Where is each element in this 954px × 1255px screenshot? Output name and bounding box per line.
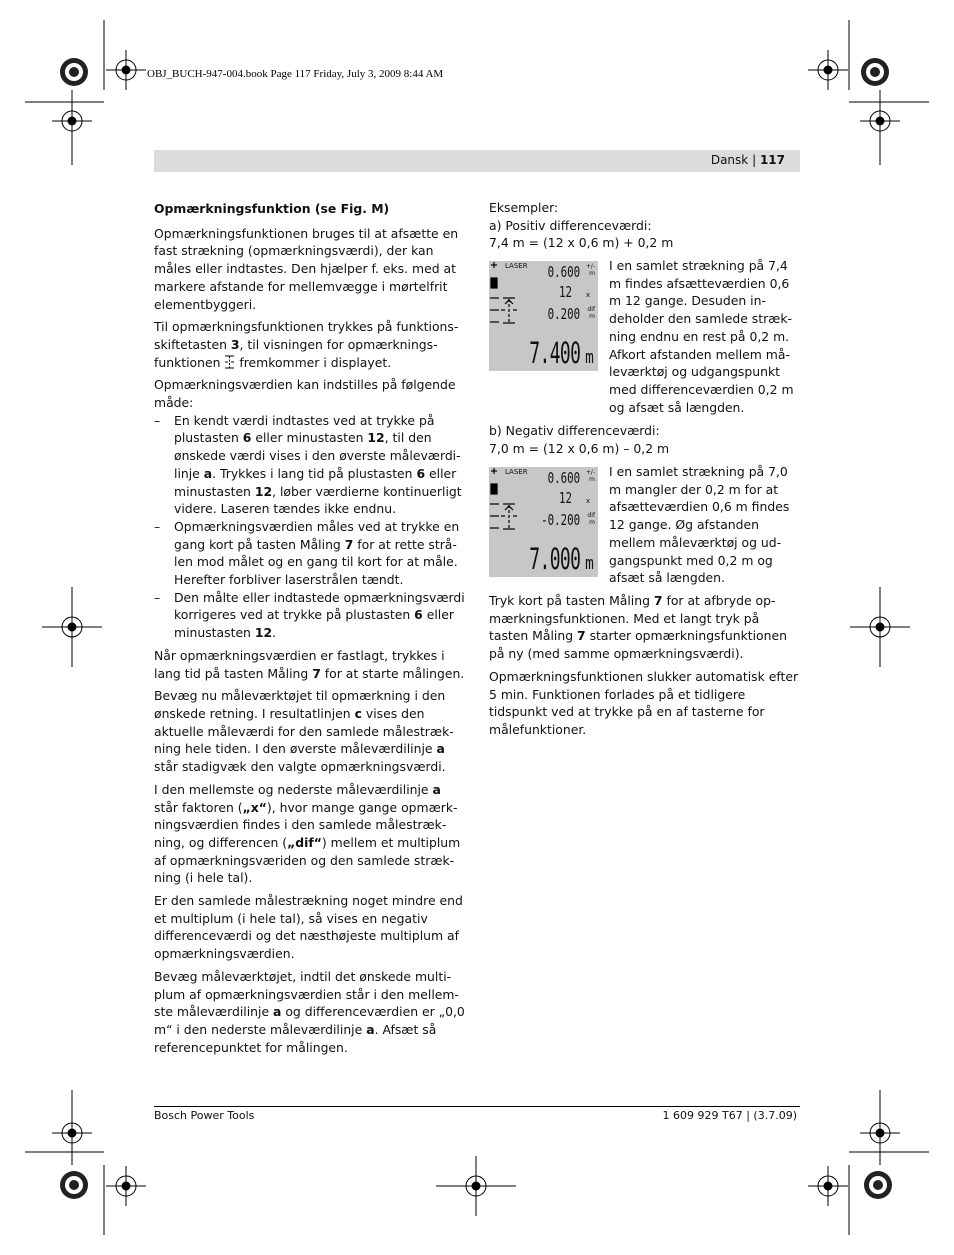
paragraph-negative: Er den samlede målestrækning noget mindre end et multiplum (i hele tal), så vises en negativ differenceværdi og det næsthøjeste multiplum af opmærkningsværdien. bbox=[154, 893, 463, 962]
paragraph-stop: Tryk kort på tasten Måling 7 for at afbryde opmærkningsfunktionen. Med et langt tryk på tasten Måling 7 starter opmærkningsfunktionen på ny (med samme opmærkningsværdi). bbox=[489, 593, 787, 662]
display-result: 7.000 bbox=[528, 542, 580, 576]
list-item: – En kendt værdi indtastes ved at trykke på plustasten 6 eller minustasten 12, til den ønskede værdi vises i den øverste måleværdilinje a. Trykkes i lang tid på plustasten 6 eller minustasten 12, løber værdierne kontinuerligt videre. Laseren tændes ikke endnu. bbox=[154, 412, 462, 517]
display-line-3: -0.200 bbox=[540, 511, 580, 529]
paragraph-setting: Opmærkningsværdien kan indstilles på følgende måde: bbox=[154, 377, 456, 411]
registration-mark-crosshair-icon bbox=[808, 1166, 848, 1206]
laser-label: LASER bbox=[505, 262, 528, 270]
x-label: x bbox=[585, 497, 590, 505]
paragraph-factor: I den mellemste og nederste måleværdilinje a står faktoren („x“), hvor mange gange opmærkningsværdien findes i den samlede målestrækning, og differencen („dif“) mellem et multiplum af opmærkningsværiden og den samlede strækning (i hele tal). bbox=[154, 781, 461, 886]
dif-label: dif bbox=[587, 306, 595, 313]
footer-brand: Bosch Power Tools bbox=[154, 1109, 255, 1122]
x-label: x bbox=[585, 291, 590, 299]
m-unit: m bbox=[589, 476, 595, 483]
display-b bbox=[489, 467, 598, 577]
header-separator: | bbox=[752, 153, 757, 167]
display-a bbox=[489, 261, 598, 371]
examples-label: Eksempler: bbox=[489, 200, 559, 215]
pm-label: +/- bbox=[585, 469, 595, 476]
registration-mark-crosshair-icon bbox=[42, 587, 102, 667]
registration-star-target-icon bbox=[861, 58, 889, 86]
display-line-1: 0.600 bbox=[547, 469, 580, 487]
registration-star-target-icon bbox=[60, 58, 88, 86]
registration-mark-crosshair-icon bbox=[106, 50, 146, 90]
paragraph-auto-off: Opmærkningsfunktionen slukker automatisk efter 5 min. Funktionen forlades på et tidligere tidspunkt ved at trykke på en af tasterne for målefunktioner. bbox=[489, 668, 799, 737]
left-column bbox=[154, 200, 466, 1061]
display-status-icons bbox=[489, 467, 519, 577]
m-unit: m bbox=[589, 519, 595, 526]
footer-doc-number: 1 609 929 T67 | (3.7.09) bbox=[662, 1109, 797, 1122]
display-line-1: 0.600 bbox=[547, 263, 580, 281]
m-unit: m bbox=[589, 270, 595, 277]
marking-function-icon bbox=[224, 355, 235, 369]
paragraph-reference: Bevæg måleværktøjet, indtil det ønskede multiplum af opmærkningsværdien står i den mellemste måleværdilinje a og differenceværdien er „0,0 m“ i den nederste måleværdilinje a. Afsæt så referencepunktet for målingen. bbox=[154, 968, 465, 1055]
paragraph-activation: Til opmærkningsfunktionen trykkes på funktionsskiftetasten 3, til visningen for opmærkningsfunktionen fremkommer i displayet. bbox=[154, 319, 459, 370]
paragraph-intro: Opmærkningsfunktionen bruges til at afsætte en fast strækning (opmærkningsværdi), der kan måles eller indtastes. Den hjælper f. eks. med at markere afstande for mellemvægge i mørtelfrit elementbyggeri. bbox=[154, 225, 459, 312]
paragraph-start: Når opmærkningsværdien er fastlagt, trykkes i lang tid på tasten Måling 7 for at starte målingen. bbox=[154, 647, 465, 681]
registration-mark-crosshair-icon bbox=[52, 101, 92, 141]
right-column-header bbox=[489, 199, 801, 252]
m-unit: m bbox=[589, 313, 595, 320]
right-column-footer-text bbox=[489, 592, 801, 744]
example-b-formula: 7,0 m = (12 x 0,6 m) – 0,2 m bbox=[489, 440, 670, 456]
list-item: – Opmærkningsværdien måles ved at trykke en gang kort på tasten Måling 7 for at rette strålen mod målet og en gang til kort for at måle. Herefter forbliver laserstrålen tændt. bbox=[154, 518, 460, 588]
registration-mark-crosshair-icon bbox=[860, 1113, 900, 1153]
page-header bbox=[711, 153, 785, 167]
example-b-header bbox=[489, 422, 801, 457]
registration-mark-crosshair-icon bbox=[52, 1113, 92, 1153]
paragraph-move: Bevæg nu måleværktøjet til opmærkning i den ønskede retning. I resultatlinjen c vises den aktuelle måleværdi for den samlede målestrækning hele tiden. I den øverste måleværdilinje a står stadigvæk den valgte opmærkningsværdi. bbox=[154, 688, 454, 775]
pm-label: +/- bbox=[585, 263, 595, 270]
dif-label: dif bbox=[587, 512, 595, 519]
registration-star-target-icon bbox=[864, 1171, 892, 1199]
display-line-2: 12 bbox=[558, 489, 572, 507]
file-info-line: OBJ_BUCH-947-004.book Page 117 Friday, July 3, 2009 8:44 AM bbox=[147, 68, 444, 80]
registration-mark-crosshair-icon bbox=[808, 50, 848, 90]
display-status-icons bbox=[489, 261, 519, 371]
header-language: Dansk bbox=[710, 153, 749, 167]
registration-mark-crosshair-icon bbox=[106, 1166, 146, 1206]
registration-mark-crosshair-icon bbox=[436, 1156, 516, 1216]
example-a-title: a) Positiv differenceværdi: bbox=[489, 217, 652, 233]
display-result: 7.400 bbox=[528, 336, 580, 370]
page-header-bar bbox=[154, 150, 800, 172]
list-item: – Den målte eller indtastede opmærkningsværdi korrigeres ved at trykke på plustasten 6 eller minustasten 12. bbox=[154, 589, 465, 641]
example-a-text: I en samlet strækning på 7,4 m findes afsætteværdien 0,6 m 12 gange. Desuden indeholder den samlede strækning endnu en rest på 0,2 m. Afkort afstanden mellem måleværktøj og udgangspunkt med differenceværdien 0,2 m og afsæt så længden. bbox=[609, 258, 794, 415]
laser-label: LASER bbox=[505, 468, 528, 476]
registration-mark-crosshair-icon bbox=[860, 101, 900, 141]
example-b-title: b) Negativ differenceværdi: bbox=[489, 423, 660, 438]
display-line-2: 12 bbox=[558, 283, 572, 301]
result-unit: m bbox=[585, 347, 594, 368]
display-line-3: 0.200 bbox=[547, 305, 580, 323]
setting-methods-list bbox=[154, 412, 466, 642]
example-b-text: I en samlet strækning på 7,0 m mangler der 0,2 m for at afsætteværdien 0,6 m findes 12 gange. Øg afstanden mellem måleværktøj og udgangspunkt med 0,2 m og afsæt så længden. bbox=[609, 464, 790, 586]
section-heading: Opmærkningsfunktion (se Fig. M) bbox=[154, 201, 390, 216]
page-number: 117 bbox=[759, 153, 785, 167]
page-footer bbox=[154, 1106, 800, 1122]
registration-mark-crosshair-icon bbox=[850, 587, 910, 667]
registration-star-target-icon bbox=[60, 1171, 88, 1199]
example-a-formula: 7,4 m = (12 x 0,6 m) + 0,2 m bbox=[489, 235, 674, 251]
result-unit: m bbox=[585, 553, 594, 574]
